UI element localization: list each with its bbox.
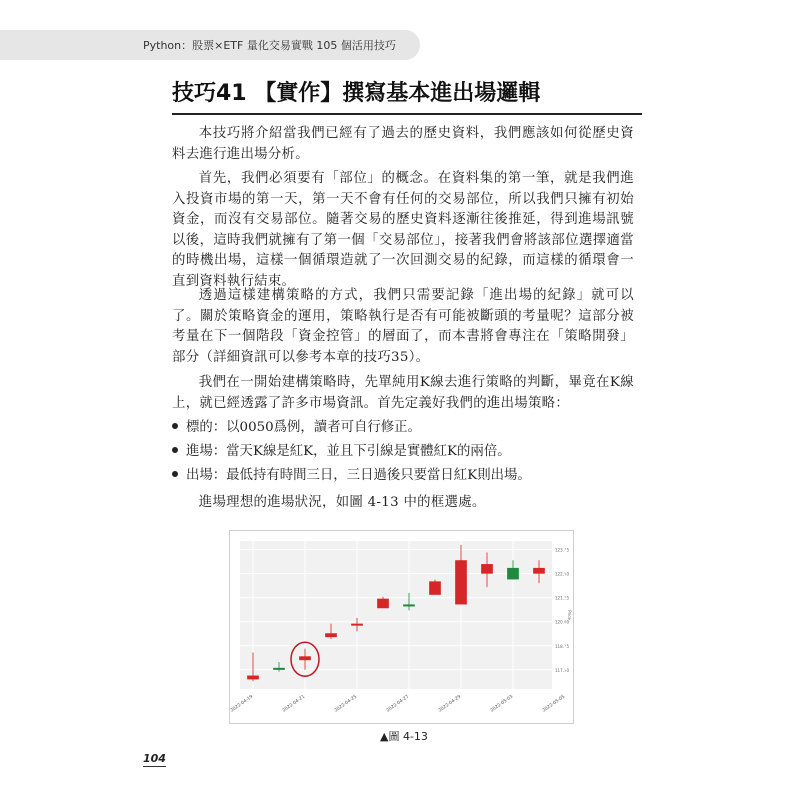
paragraph-intro: 本技巧將介紹當我們已經有了過去的歷史資料，我們應該如何從歷史資料去進行進出場分析。	[172, 126, 634, 162]
candle-body	[299, 656, 311, 660]
paragraph-strategy: 透過這樣建構策略的方式，我們只需要記錄「進出場的紀錄」就可以了。關於策略資金的運用，策略執行是否有可能被斷頭的考量呢？這部分被考量在下一個階段「資金控管」的層面了，而本書將會專注在「策略開發」部分（詳細資訊可以參考本章的技巧35）。	[172, 288, 634, 365]
candlestick-chart	[230, 531, 573, 723]
running-header: Python：股票×ETF 量化交易實戰 105 個活用技巧	[143, 39, 396, 52]
x-tick-label: 2022-04-27	[385, 694, 411, 714]
bullet-target: 標的：以0050爲例，讀者可自行修正。	[172, 418, 634, 438]
candle-body	[377, 599, 389, 609]
candle-body	[455, 560, 467, 604]
paragraph-position: 首先，我們必須要有「部位」的概念。在資料集的第一筆，就是我們進入投資市場的第一天，第一天不會有任何的交易部位，所以我們只擁有初始資金，而沒有交易部位。隨著交易的歷史資料逐漸往後推延，得到進場訊號以後，這時我們就擁有了第一個「交易部位」，接著我們會將該部位選擇適當的時機出場，這樣一個循環造就了一次回測交易的紀錄，而這樣的循環會一直到資料執行結束。	[172, 171, 634, 289]
paragraph-closing: 進場理想的進場狀況，如圖 4-13 中的框選處。	[198, 495, 486, 510]
y-tick-label: 121.25	[555, 595, 569, 601]
figure-caption: ▲圖 4-13	[380, 730, 428, 743]
candle-body	[533, 568, 545, 574]
page-number: 104	[143, 752, 166, 765]
bullet-dot-icon	[172, 471, 178, 477]
y-tick-label: 122.50	[555, 571, 569, 577]
bullet-dot-icon	[172, 423, 178, 429]
y-tick-label: 123.75	[555, 547, 569, 553]
bullet-dot-icon	[172, 447, 178, 453]
y-tick-label: 118.75	[555, 643, 569, 649]
bullet-entry: 進場：當天K線是紅K，並且下引線是實體紅K的兩倍。	[172, 442, 634, 462]
title-underline	[172, 113, 642, 115]
paragraph-kline: 我們在一開始建構策略時，先單純用K線去進行策略的判斷，畢竟在K線上，就已經透露了許多市場資訊。首先定義好我們的進出場策略：	[172, 375, 634, 411]
x-tick-label: 2022-05-05	[541, 694, 567, 714]
candle-body	[273, 668, 285, 670]
x-tick-label: 2022-04-29	[437, 694, 463, 714]
y-axis-label: Price	[567, 610, 572, 620]
candle-body	[351, 624, 363, 626]
x-tick-label: 2022-05-03	[489, 694, 515, 714]
figure-4-13	[229, 530, 574, 724]
section-title: 技巧41 【實作】撰寫基本進出場邏輯	[172, 81, 541, 106]
plot-area	[240, 541, 552, 689]
x-tick-label: 2022-04-19	[230, 694, 255, 714]
candle-body	[507, 568, 519, 580]
candle-body	[481, 564, 493, 574]
x-tick-label: 2022-04-25	[333, 694, 359, 714]
bullet-exit: 出場：最低持有時間三日，三日過後只要當日紅K則出場。	[172, 466, 634, 486]
candle-body	[325, 633, 337, 637]
candle-body	[403, 604, 415, 606]
candle-body	[429, 581, 441, 594]
y-tick-label: 120.00	[555, 619, 569, 625]
x-tick-label: 2022-04-21	[281, 694, 307, 714]
candle-body	[247, 676, 259, 680]
y-tick-label: 117.50	[555, 667, 569, 673]
